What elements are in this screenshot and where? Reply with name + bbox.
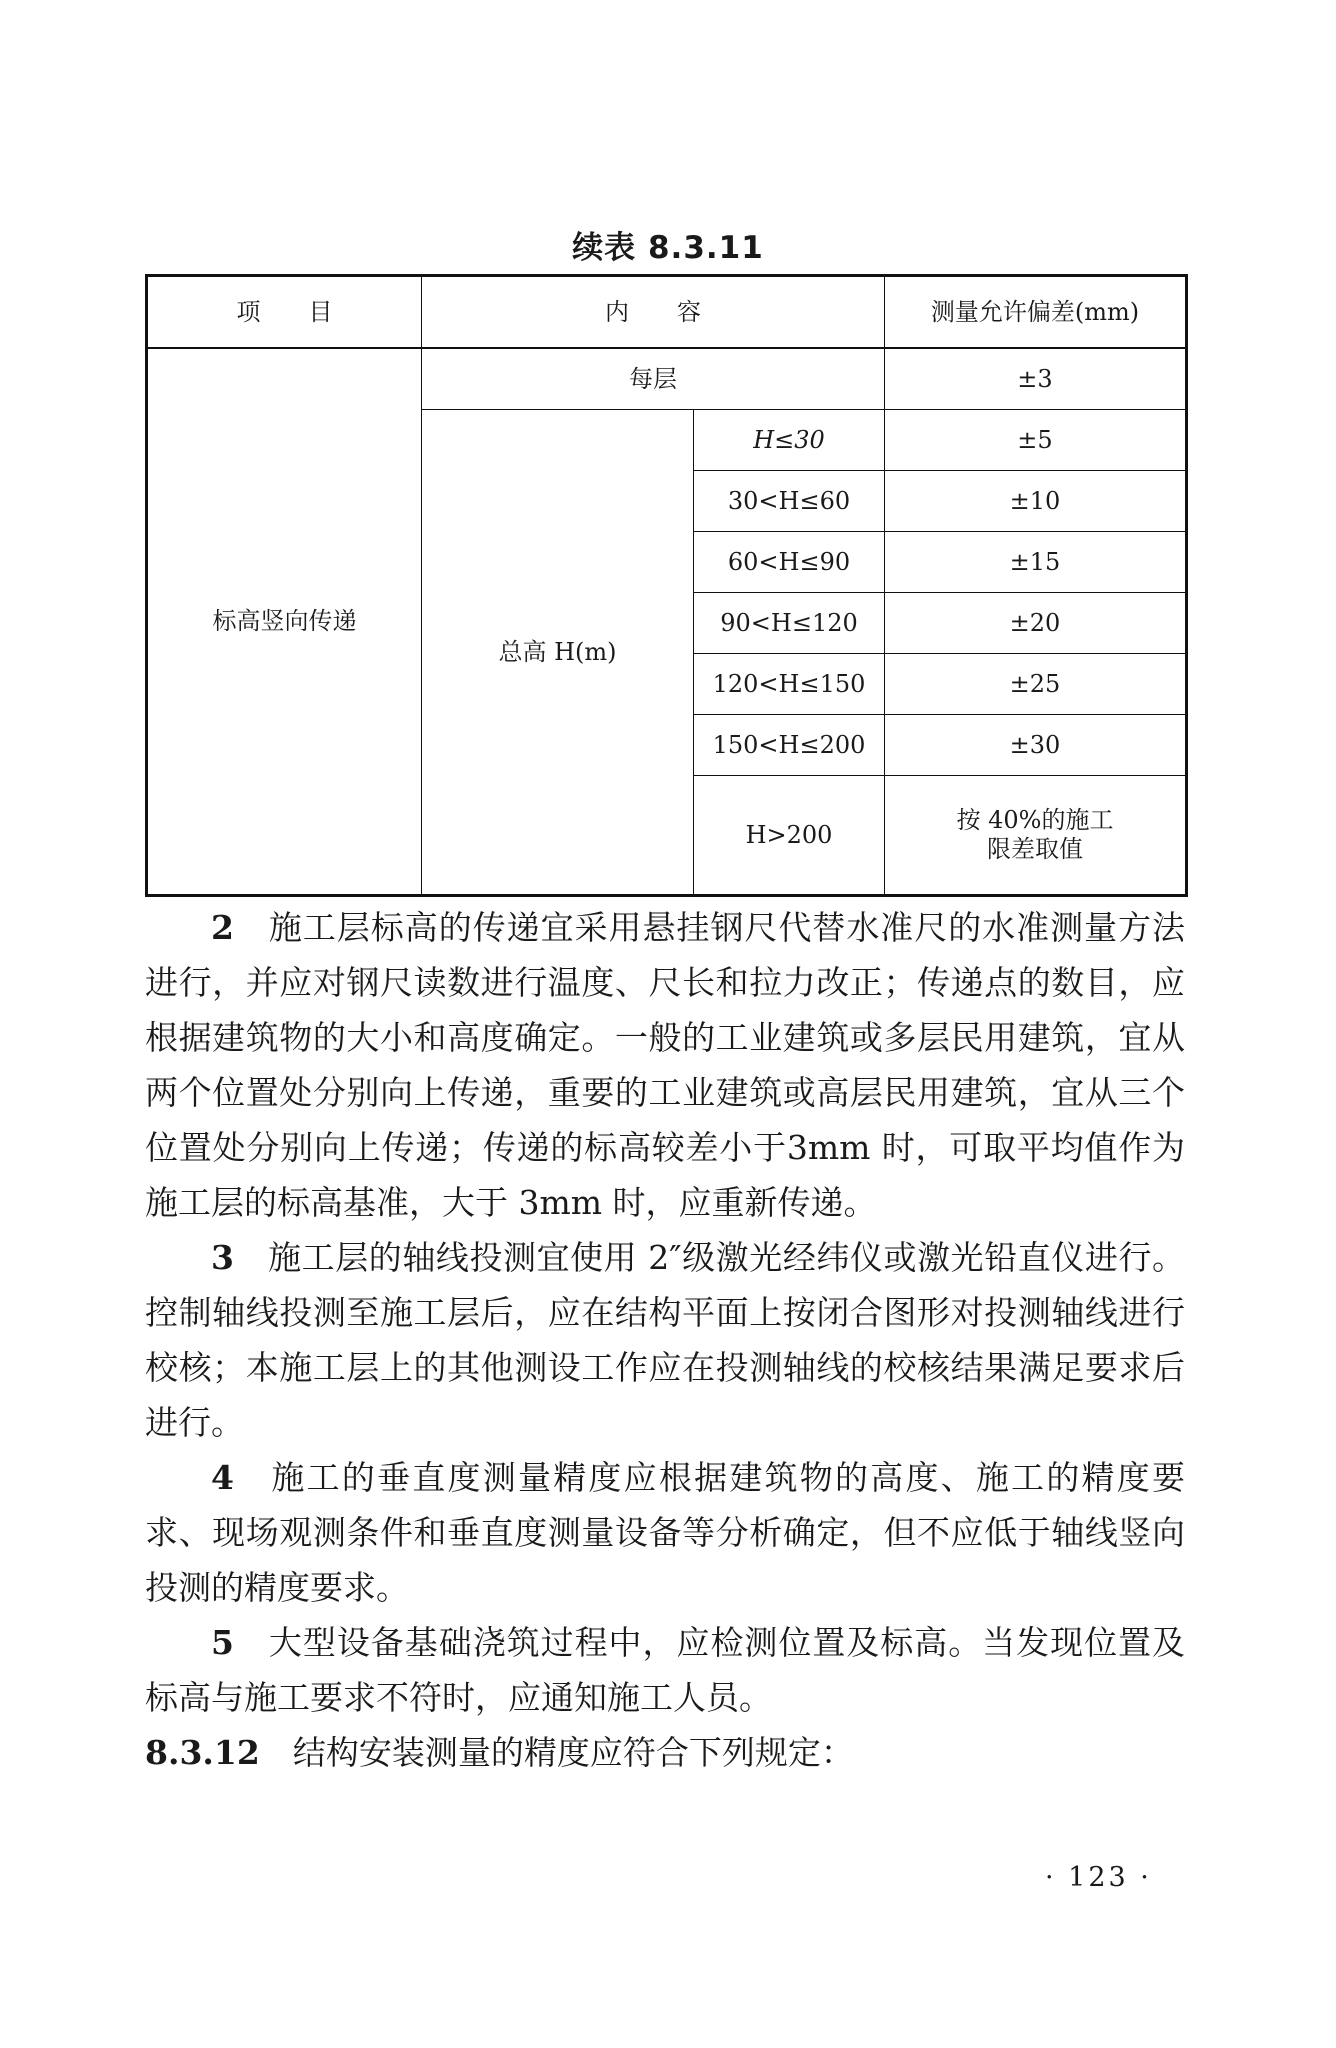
page-number: · 123 · [1045,1862,1152,1893]
paragraph [145,1230,1185,1450]
paragraph-number: 4 [211,1458,234,1497]
tolerance-cell: ±20 [885,593,1187,654]
range-cell: 90<H≤120 [694,593,885,654]
paragraph-text: 施工层标高的传递宜采用悬挂钢尺代替水准尺的水准测量方法进行，并应对钢尺读数进行温度、尺长和拉力改正；传递点的数目，应根据建筑物的大小和高度确定。一般的工业建筑或多层民用建筑，宜从两个位置处分别向上传递，重要的工业建筑或高层民用建筑，宜从三个位置处分别向上传递；传递的标高较差小于3mm 时，可取平均值作为施工层的标高基准，大于 3mm 时，应重新传递。 [145,908,1186,1222]
paragraph [145,1450,1185,1615]
tolerance-note-cell [885,776,1187,896]
tolerance-table [145,274,1188,897]
range-cell: 60<H≤90 [694,532,885,593]
tolerance-cell: ±3 [885,348,1187,410]
tolerance-cell: ±30 [885,715,1187,776]
item-cell: 标高竖向传递 [147,348,422,896]
tolerance-note-line: 按 40%的施工 [956,806,1114,835]
header-tolerance: 测量允许偏差(mm) [885,276,1187,349]
paragraph [145,1615,1185,1725]
range-cell: 150<H≤200 [694,715,885,776]
paragraph-number: 3 [211,1238,234,1277]
paragraph-number: 5 [211,1623,234,1662]
clause-heading [145,1725,1185,1780]
paragraph-text: 施工层的轴线投测宜使用 2″级激光经纬仪或激光铅直仪进行。控制轴线投测至施工层后，应在结构平面上按闭合图形对投测轴线进行校核；本施工层上的其他测设工作应在投测轴线的校核结果满足要求后进行。 [145,1238,1186,1442]
tolerance-note-line: 限差取值 [987,835,1083,863]
per-floor-cell: 每层 [422,348,885,410]
clause-number: 8.3.12 [145,1733,260,1772]
range-cell: 120<H≤150 [694,654,885,715]
clause-text: 结构安装测量的精度应符合下列规定： [292,1733,854,1772]
range-cell: H>200 [694,776,885,896]
tolerance-cell: ±25 [885,654,1187,715]
header-item: 项 目 [147,276,422,349]
tolerance-cell: ±10 [885,471,1187,532]
tolerance-cell: ±5 [885,410,1187,471]
header-content: 内 容 [422,276,885,349]
range-cell: H≤30 [694,410,885,471]
table-row [147,348,1187,410]
body-text [145,900,1185,1780]
paragraph-text: 施工的垂直度测量精度应根据建筑物的高度、施工的精度要求、现场观测条件和垂直度测量设备等分析确定，但不应低于轴线竖向投测的精度要求。 [145,1458,1186,1607]
paragraph-text: 大型设备基础浇筑过程中，应检测位置及标高。当发现位置及标高与施工要求不符时，应通知施工人员。 [145,1623,1186,1717]
tolerance-cell: ±15 [885,532,1187,593]
range-cell: 30<H≤60 [694,471,885,532]
total-height-cell: 总高 H(m) [422,410,694,896]
paragraph [145,900,1185,1230]
table-header-row [147,276,1187,349]
table-title: 续表 8.3.11 [572,230,764,266]
paragraph-number: 2 [211,908,234,947]
